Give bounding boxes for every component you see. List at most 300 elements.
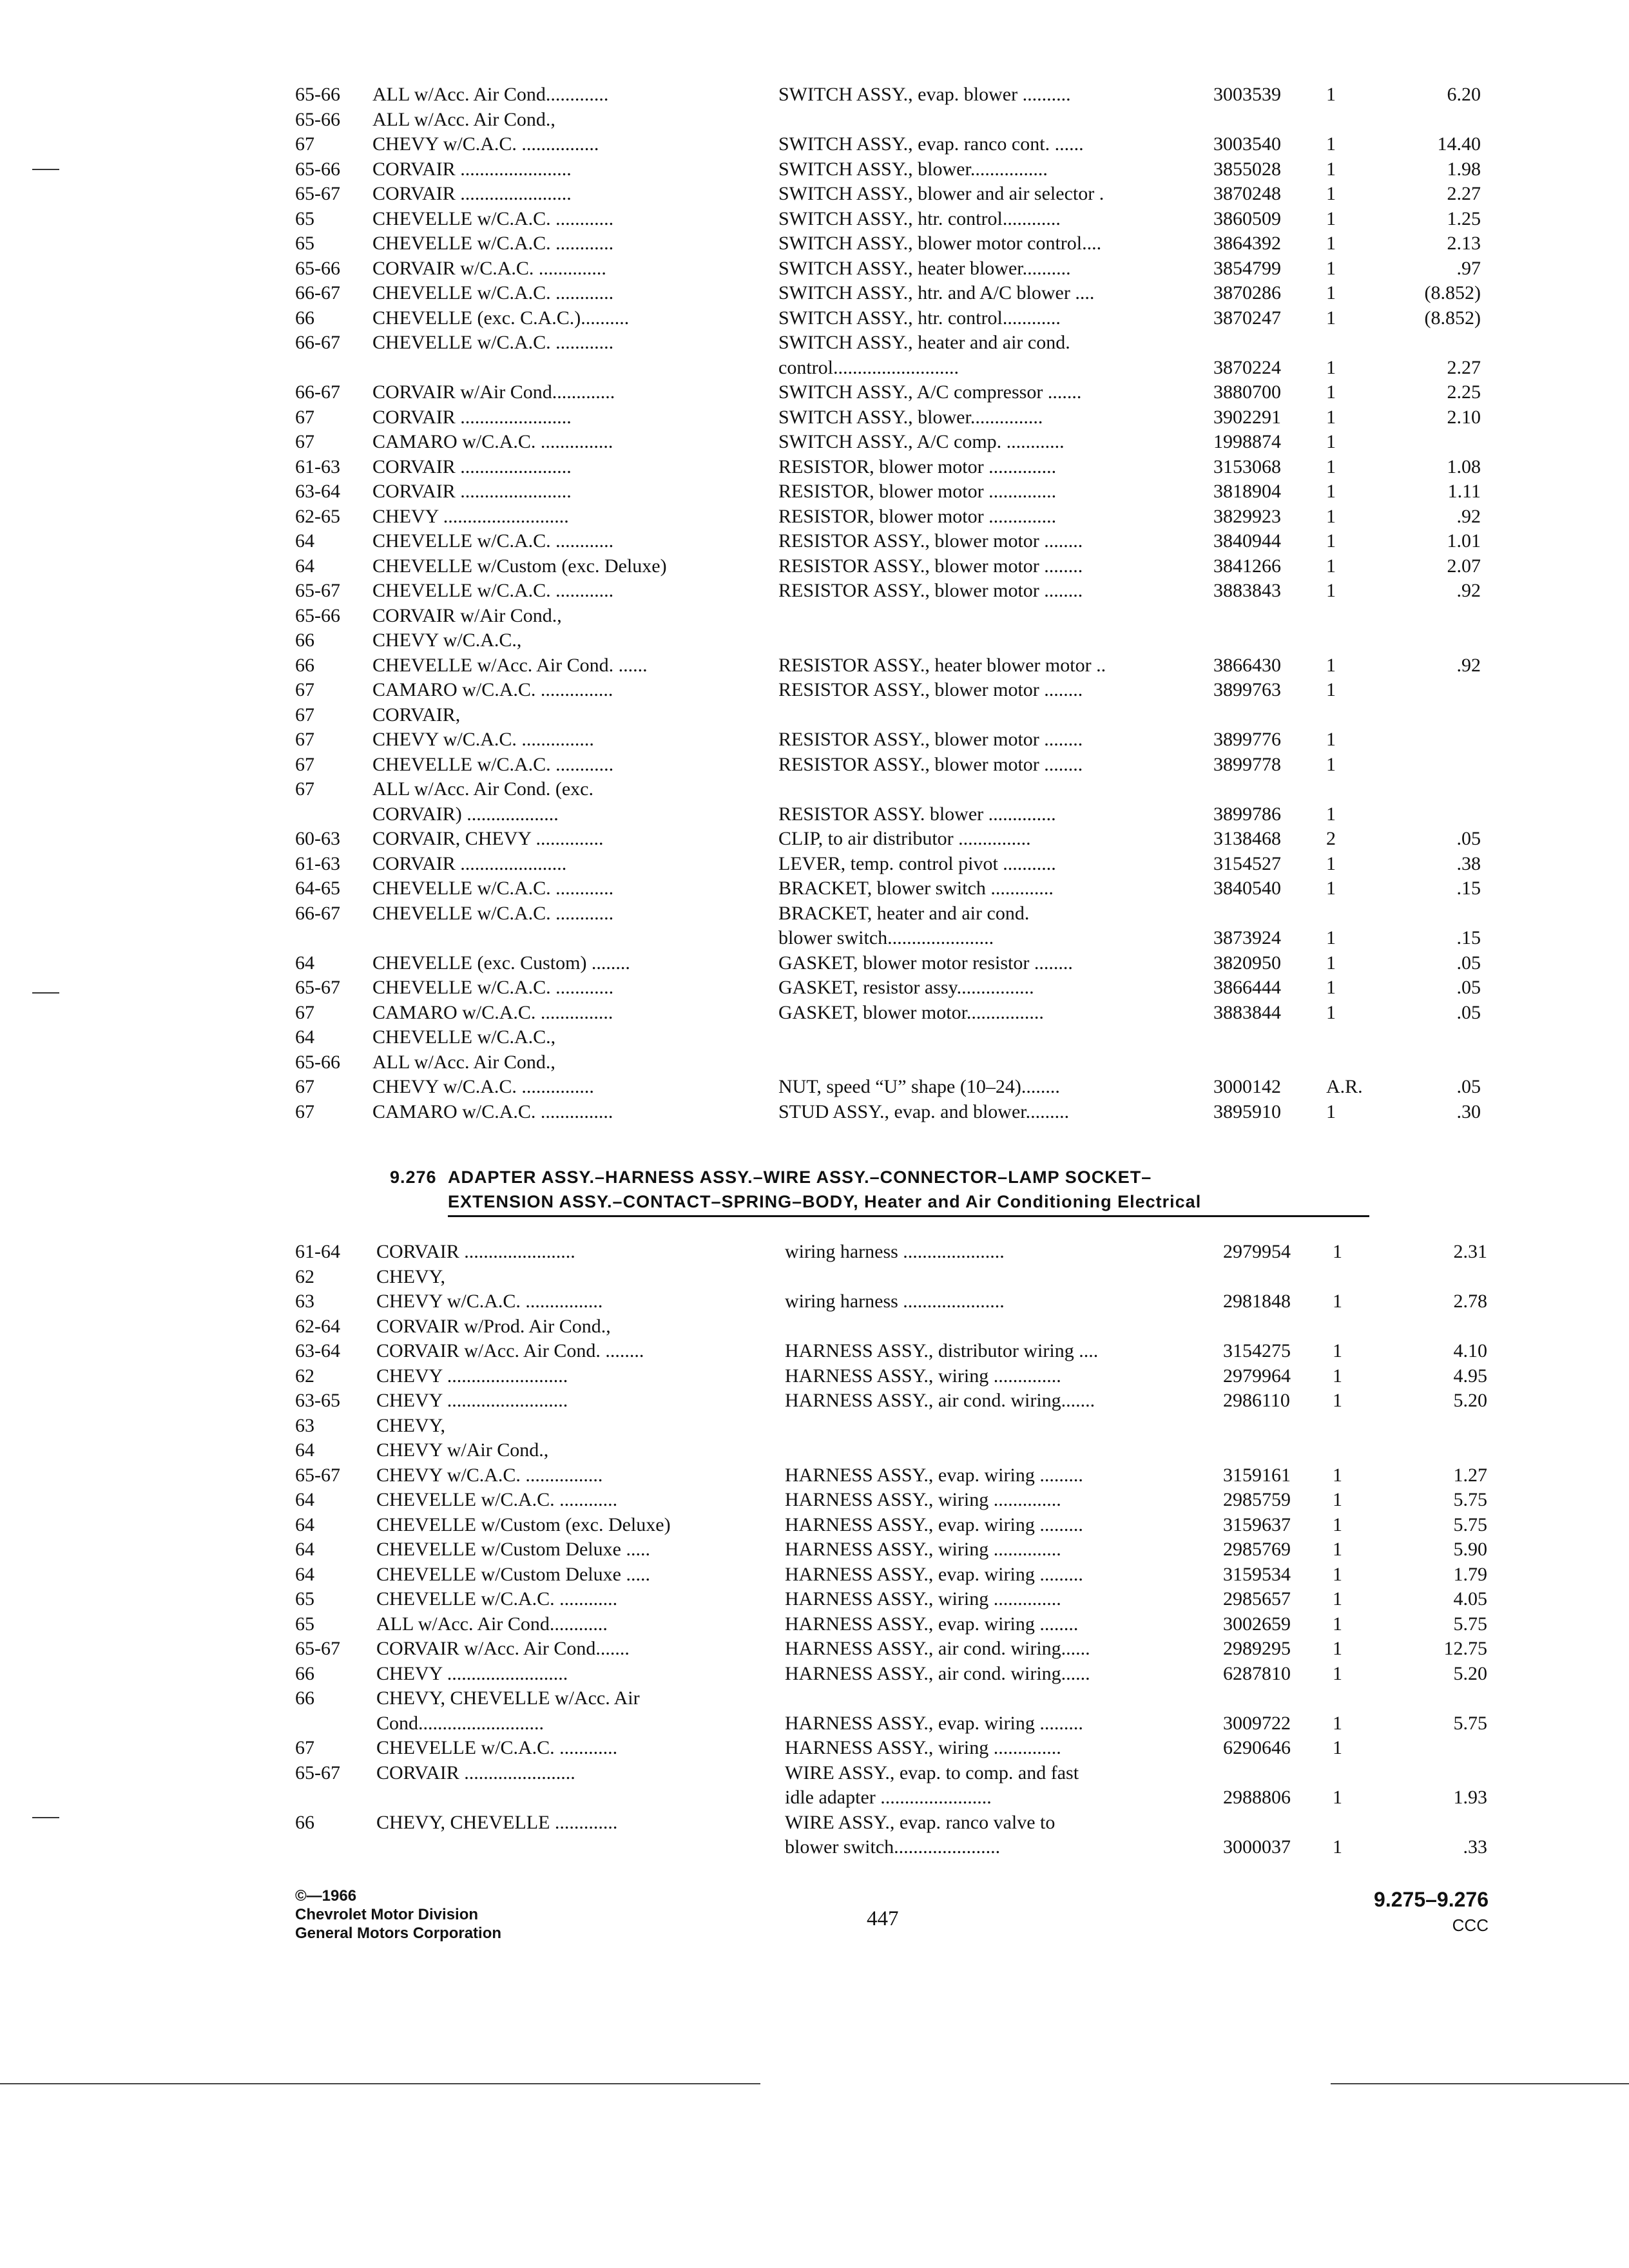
section-number: 9.276	[390, 1168, 437, 1187]
model-year: 65-67	[295, 1638, 340, 1659]
model-year: 66	[295, 629, 314, 651]
part-description: SWITCH ASSY., evap. blower ..........	[778, 84, 1071, 105]
model-description: CHEVELLE w/Custom (exc. Deluxe)	[372, 555, 667, 577]
table-row	[295, 281, 1494, 306]
table-row	[295, 331, 1494, 356]
model-year: 65-67	[295, 580, 340, 601]
table-row	[295, 1711, 1494, 1736]
part-description: wiring harness .....................	[785, 1291, 1005, 1312]
model-year: 65	[295, 207, 314, 229]
model-description: CHEVELLE w/C.A.C. ............	[372, 977, 614, 998]
part-description: STUD ASSY., evap. and blower.........	[778, 1100, 1070, 1122]
table-row	[295, 579, 1494, 604]
bottom-rule	[1331, 2083, 1629, 2084]
table-row	[295, 1736, 1494, 1761]
model-year: 65-67	[295, 183, 340, 204]
table-row	[295, 1562, 1494, 1588]
table-row	[295, 256, 1494, 282]
table-row	[295, 157, 1494, 182]
quantity: 1	[1333, 1563, 1342, 1585]
model-year: 65	[295, 1588, 314, 1610]
table-row	[295, 1686, 1494, 1711]
part-number: 2985657	[1223, 1588, 1291, 1610]
part-description: SWITCH ASSY., heater blower..........	[778, 257, 1071, 279]
model-description: CHEVELLE w/C.A.C. ............	[372, 207, 614, 229]
quantity: 1	[1333, 1712, 1342, 1734]
parts-table-upper	[295, 82, 1494, 1124]
table-row	[295, 1339, 1494, 1364]
part-description: HARNESS ASSY., distributor wiring ....	[785, 1340, 1099, 1361]
price: 4.95	[1453, 1365, 1487, 1387]
part-description: SWITCH ASSY., blower...............	[778, 406, 1043, 428]
part-description: GASKET, resistor assy................	[778, 977, 1034, 998]
part-number: 3818904	[1213, 481, 1281, 502]
part-description: GASKET, blower motor resistor ........	[778, 952, 1073, 974]
model-year: 67	[295, 1100, 314, 1122]
model-year: 64	[295, 530, 314, 552]
table-row	[295, 455, 1494, 480]
table-row	[295, 182, 1494, 207]
part-description: idle adapter .......................	[785, 1787, 992, 1808]
model-description: CHEVELLE w/C.A.C. ............	[372, 282, 614, 303]
part-description: LEVER, temp. control pivot ...........	[778, 852, 1056, 874]
table-row	[295, 628, 1494, 653]
quantity: 1	[1326, 878, 1336, 899]
part-description: RESISTOR ASSY., blower motor ........	[778, 530, 1083, 552]
quantity: 1	[1333, 1464, 1342, 1486]
model-description: CHEVY .........................	[376, 1390, 568, 1411]
model-year: 67	[295, 1001, 314, 1023]
quantity: 1	[1333, 1836, 1342, 1858]
part-number: 3003540	[1213, 133, 1281, 155]
model-year: 65-66	[295, 108, 340, 130]
part-description: HARNESS ASSY., wiring ..............	[785, 1588, 1061, 1610]
part-number: 3870247	[1213, 307, 1281, 329]
model-year: 66	[295, 654, 314, 676]
table-row	[295, 1075, 1494, 1100]
table-row	[295, 1364, 1494, 1389]
heading-underline	[448, 1215, 1369, 1217]
model-year: 65	[295, 233, 314, 254]
part-description: RESISTOR ASSY., blower motor ........	[778, 729, 1083, 750]
model-year: 67	[295, 1737, 314, 1758]
model-year: 65-66	[295, 158, 340, 180]
part-description: RESISTOR, blower motor ..............	[778, 505, 1057, 527]
model-year: 64	[295, 555, 314, 577]
model-year: 62	[295, 1365, 314, 1387]
price: 6.20	[1447, 84, 1481, 105]
price: .05	[1456, 1001, 1481, 1023]
part-description: SWITCH ASSY., htr. control............	[778, 307, 1061, 329]
table-row	[295, 380, 1494, 405]
model-year: 67	[295, 704, 314, 726]
quantity: 1	[1333, 1588, 1342, 1610]
table-row	[295, 1637, 1494, 1662]
price: 1.01	[1447, 530, 1481, 552]
table-row	[295, 1001, 1494, 1026]
model-year: 66	[295, 1811, 314, 1833]
price: 1.11	[1447, 481, 1481, 502]
part-number: 3138468	[1213, 828, 1281, 849]
part-number: 3883843	[1213, 580, 1281, 601]
quantity: 1	[1326, 530, 1336, 552]
part-number: 2986110	[1223, 1390, 1290, 1411]
table-row	[295, 1240, 1494, 1265]
model-description: CHEVY w/C.A.C. ...............	[372, 1076, 594, 1097]
quantity: 1	[1333, 1241, 1342, 1262]
model-year: 67	[295, 753, 314, 775]
model-year: 66-67	[295, 902, 340, 924]
quantity: 1	[1326, 977, 1336, 998]
price: 14.40	[1437, 133, 1481, 155]
quantity: 1	[1333, 1613, 1342, 1635]
price: (8.852)	[1424, 307, 1481, 329]
model-year: 63	[295, 1291, 314, 1312]
table-row	[295, 1662, 1494, 1687]
part-number: 3840944	[1213, 530, 1281, 552]
model-description: ALL w/Acc. Air Cond. (exc.	[372, 778, 593, 800]
copyright-year: ©—1966	[295, 1887, 357, 1905]
table-row	[295, 975, 1494, 1001]
model-description: CHEVELLE w/Acc. Air Cond. ......	[372, 654, 648, 676]
part-number: 3899778	[1213, 753, 1281, 775]
part-description: SWITCH ASSY., heater and air cond.	[778, 332, 1070, 353]
model-year: 65	[295, 1613, 314, 1635]
part-number: 3870248	[1213, 183, 1281, 204]
model-description: CHEVELLE w/C.A.C. ............	[372, 878, 614, 899]
model-description: CAMARO w/C.A.C. ...............	[372, 1100, 613, 1122]
table-row	[295, 231, 1494, 256]
price: 5.75	[1453, 1514, 1487, 1535]
part-description: RESISTOR ASSY., blower motor ........	[778, 753, 1083, 775]
model-description: CAMARO w/C.A.C. ...............	[372, 679, 613, 700]
part-description: RESISTOR, blower motor ..............	[778, 481, 1057, 502]
table-row	[295, 951, 1494, 976]
part-description: HARNESS ASSY., evap. wiring .........	[785, 1514, 1083, 1535]
part-number: 3829923	[1213, 505, 1281, 527]
table-row	[295, 1438, 1494, 1463]
part-number: 3000037	[1223, 1836, 1291, 1858]
part-number: 3153068	[1213, 456, 1281, 477]
price: 4.10	[1453, 1340, 1487, 1361]
table-row	[295, 777, 1494, 802]
table-row	[295, 901, 1494, 927]
price: 2.25	[1447, 381, 1481, 403]
model-year: 65-67	[295, 1464, 340, 1486]
quantity: 1	[1333, 1638, 1342, 1659]
table-row	[295, 604, 1494, 629]
price: 1.79	[1453, 1563, 1487, 1585]
part-description: blower switch......................	[778, 927, 994, 948]
part-description: HARNESS ASSY., wiring ..............	[785, 1489, 1061, 1510]
quantity: 1	[1326, 952, 1336, 974]
division-name: Chevrolet Motor Division	[295, 1906, 479, 1923]
model-description: CHEVY w/Air Cond.,	[376, 1439, 549, 1461]
model-year: 64	[295, 952, 314, 974]
table-row	[295, 1835, 1494, 1860]
part-number: 3854799	[1213, 257, 1281, 279]
model-year: 63-64	[295, 481, 340, 502]
margin-mark	[32, 169, 59, 170]
quantity: 1	[1326, 381, 1336, 403]
quantity: 1	[1326, 1001, 1336, 1023]
part-number: 6287810	[1223, 1662, 1291, 1684]
quantity: 1	[1333, 1737, 1342, 1758]
model-year: 65-66	[295, 604, 340, 626]
model-description: CORVAIR w/Acc. Air Cond. ........	[376, 1340, 644, 1361]
model-year: 67	[295, 406, 314, 428]
table-row	[295, 1761, 1494, 1786]
part-number: 3883844	[1213, 1001, 1281, 1023]
part-number: 3870286	[1213, 282, 1281, 303]
model-description: CHEVY, CHEVELLE w/Acc. Air	[376, 1687, 640, 1709]
parts-table-lower	[295, 1240, 1494, 1860]
part-description: SWITCH ASSY., A/C compressor .......	[778, 381, 1082, 403]
model-description: CHEVELLE w/Custom Deluxe .....	[376, 1539, 650, 1560]
price: .15	[1456, 927, 1481, 948]
model-year: 66-67	[295, 332, 340, 353]
price: 5.75	[1453, 1712, 1487, 1734]
section-title-line-2: EXTENSION ASSY.–CONTACT–SPRING–BODY, Heater and Air Conditioning Electrical	[448, 1192, 1202, 1211]
model-description: CORVAIR .......................	[372, 481, 572, 502]
part-description: SWITCH ASSY., htr. control............	[778, 207, 1061, 229]
model-year: 64	[295, 1563, 314, 1585]
model-description: CORVAIR) ...................	[372, 803, 559, 825]
price: (8.852)	[1424, 282, 1481, 303]
model-description: CAMARO w/C.A.C. ...............	[372, 431, 613, 452]
quantity: 1	[1326, 505, 1336, 527]
part-description: BRACKET, blower switch .............	[778, 878, 1054, 899]
part-description: WIRE ASSY., evap. to comp. and fast	[785, 1762, 1079, 1783]
model-description: CORVAIR .......................	[372, 183, 572, 204]
model-description: CHEVY,	[376, 1265, 445, 1287]
part-number: 2979954	[1223, 1241, 1291, 1262]
part-number: 3159637	[1223, 1514, 1291, 1535]
model-year: 63-64	[295, 1340, 340, 1361]
table-row	[295, 1785, 1494, 1811]
table-row	[295, 727, 1494, 753]
part-number: 3000142	[1213, 1076, 1281, 1097]
model-description: CAMARO w/C.A.C. ...............	[372, 1001, 613, 1023]
part-description: RESISTOR, blower motor ..............	[778, 456, 1057, 477]
part-description: SWITCH ASSY., blower motor control....	[778, 233, 1102, 254]
table-row	[295, 356, 1494, 381]
price: 12.75	[1443, 1638, 1487, 1659]
part-description: RESISTOR ASSY., blower motor ........	[778, 555, 1083, 577]
table-row	[295, 827, 1494, 852]
part-description: HARNESS ASSY., air cond. wiring......	[785, 1662, 1090, 1684]
price: 5.20	[1453, 1390, 1487, 1411]
part-number: 3895910	[1213, 1100, 1281, 1122]
table-row	[295, 132, 1494, 157]
table-row	[295, 1289, 1494, 1314]
model-description: CHEVELLE w/C.A.C. ............	[376, 1588, 618, 1610]
model-description: CHEVELLE w/Custom (exc. Deluxe)	[376, 1514, 671, 1535]
quantity: 1	[1326, 133, 1336, 155]
section-reference: 9.275–9.276	[1374, 1888, 1489, 1911]
part-description: RESISTOR ASSY., blower motor ........	[778, 580, 1083, 601]
quantity: 1	[1326, 158, 1336, 180]
part-number: 3866430	[1213, 654, 1281, 676]
part-description: SWITCH ASSY., evap. ranco cont. ......	[778, 133, 1084, 155]
part-description: SWITCH ASSY., blower and air selector .	[778, 183, 1104, 204]
quantity: 1	[1333, 1539, 1342, 1560]
price: 4.05	[1453, 1588, 1487, 1610]
part-number: 3864392	[1213, 233, 1281, 254]
table-row	[295, 306, 1494, 331]
quantity: 1	[1326, 456, 1336, 477]
table-row	[295, 505, 1494, 530]
quantity: 1	[1333, 1340, 1342, 1361]
table-row	[295, 876, 1494, 901]
part-number: 2985769	[1223, 1539, 1291, 1560]
table-row	[295, 1265, 1494, 1290]
model-description: ALL w/Acc. Air Cond............	[376, 1613, 608, 1635]
model-description: CHEVELLE w/C.A.C. ............	[372, 332, 614, 353]
model-year: 62	[295, 1265, 314, 1287]
part-number: 2981848	[1223, 1291, 1291, 1312]
model-year: 63-65	[295, 1390, 340, 1411]
table-row	[295, 108, 1494, 133]
model-year: 64	[295, 1539, 314, 1560]
quantity: 1	[1326, 207, 1336, 229]
model-description: CHEVELLE w/Custom Deluxe .....	[376, 1563, 650, 1585]
price: .05	[1456, 977, 1481, 998]
quantity: 1	[1326, 852, 1336, 874]
quantity: 1	[1333, 1514, 1342, 1535]
table-row	[295, 653, 1494, 678]
table-row	[295, 479, 1494, 505]
table-row	[295, 405, 1494, 430]
model-year: 61-63	[295, 456, 340, 477]
copyright-block	[295, 1887, 501, 1943]
part-number: 3899776	[1213, 729, 1281, 750]
table-row	[295, 1463, 1494, 1488]
part-number: 3154527	[1213, 852, 1281, 874]
model-year: 64	[295, 1439, 314, 1461]
quantity: 1	[1326, 233, 1336, 254]
model-description: CHEVY w/C.A.C. ................	[376, 1291, 603, 1312]
model-description: CORVAIR .......................	[372, 158, 572, 180]
model-year: 60-63	[295, 828, 340, 849]
part-description: NUT, speed “U” shape (10–24)........	[778, 1076, 1060, 1097]
price: .92	[1456, 505, 1481, 527]
quantity: 1	[1326, 580, 1336, 601]
quantity: A.R.	[1326, 1076, 1363, 1097]
model-year: 64	[295, 1514, 314, 1535]
model-description: CORVAIR ......................	[372, 852, 567, 874]
part-number: 2979964	[1223, 1365, 1291, 1387]
table-row	[295, 207, 1494, 232]
part-description: HARNESS ASSY., evap. wiring ........	[785, 1613, 1079, 1635]
part-description: CLIP, to air distributor ...............	[778, 828, 1031, 849]
table-row	[295, 1414, 1494, 1439]
model-description: CHEVY w/C.A.C.,	[372, 629, 522, 651]
part-number: 3860509	[1213, 207, 1281, 229]
part-description: HARNESS ASSY., evap. wiring .........	[785, 1464, 1083, 1486]
quantity: 1	[1326, 729, 1336, 750]
model-year: 65-66	[295, 84, 340, 105]
table-row	[295, 1025, 1494, 1050]
model-description: Cond..........................	[376, 1712, 545, 1734]
table-row	[295, 82, 1494, 108]
quantity: 1	[1326, 84, 1336, 105]
quantity: 1	[1326, 753, 1336, 775]
model-year: 64-65	[295, 878, 340, 899]
model-description: CORVAIR,	[372, 704, 461, 726]
table-row	[295, 753, 1494, 778]
table-row	[295, 529, 1494, 554]
quantity: 1	[1333, 1291, 1342, 1312]
model-year: 64	[295, 1026, 314, 1048]
price: 2.78	[1453, 1291, 1487, 1312]
table-row	[295, 1587, 1494, 1612]
quantity: 2	[1326, 828, 1336, 849]
model-year: 66	[295, 1662, 314, 1684]
model-year: 65-66	[295, 1051, 340, 1073]
model-year: 62-65	[295, 505, 340, 527]
table-row	[295, 430, 1494, 455]
model-year: 65-67	[295, 1762, 340, 1783]
model-description: ALL w/Acc. Air Cond.............	[372, 84, 609, 105]
part-number: 3159161	[1223, 1464, 1291, 1486]
part-description: HARNESS ASSY., air cond. wiring.......	[785, 1390, 1095, 1411]
quantity: 1	[1326, 356, 1336, 378]
model-description: CHEVELLE w/C.A.C. ............	[372, 233, 614, 254]
part-number: 2989295	[1223, 1638, 1291, 1659]
quantity: 1	[1333, 1787, 1342, 1808]
model-year: 66-67	[295, 381, 340, 403]
price: .15	[1456, 878, 1481, 899]
model-year: 66-67	[295, 282, 340, 303]
part-description: HARNESS ASSY., evap. wiring .........	[785, 1563, 1083, 1585]
model-year: 67	[295, 778, 314, 800]
model-description: CHEVELLE w/C.A.C. ............	[372, 580, 614, 601]
table-row	[295, 1488, 1494, 1513]
catalog-code: CCC	[1452, 1916, 1489, 1935]
price: 1.93	[1453, 1787, 1487, 1808]
part-description: SWITCH ASSY., htr. and A/C blower ....	[778, 282, 1095, 303]
model-description: CHEVY w/C.A.C. ................	[376, 1464, 603, 1486]
quantity: 1	[1333, 1365, 1342, 1387]
table-row	[295, 1513, 1494, 1538]
part-number: 3899763	[1213, 679, 1281, 700]
price: 2.31	[1453, 1241, 1487, 1262]
part-number: 3855028	[1213, 158, 1281, 180]
table-row	[295, 1389, 1494, 1414]
part-description: HARNESS ASSY., wiring ..............	[785, 1737, 1061, 1758]
price: .05	[1456, 828, 1481, 849]
price: .92	[1456, 654, 1481, 676]
page-number: 447	[867, 1907, 899, 1930]
quantity: 1	[1326, 481, 1336, 502]
model-year: 64	[295, 1489, 314, 1510]
section-heading	[390, 1165, 1369, 1214]
part-number: 3899786	[1213, 803, 1281, 825]
model-description: CHEVELLE w/C.A.C.,	[372, 1026, 556, 1048]
price: 2.13	[1447, 233, 1481, 254]
model-description: CHEVY .........................	[376, 1365, 568, 1387]
part-number: 3009722	[1223, 1712, 1291, 1734]
price: 2.27	[1447, 356, 1481, 378]
table-row	[295, 678, 1494, 703]
price: 2.10	[1447, 406, 1481, 428]
price: 1.27	[1453, 1464, 1487, 1486]
part-number: 3873924	[1213, 927, 1281, 948]
quantity: 1	[1326, 183, 1336, 204]
model-description: CHEVY,	[376, 1414, 445, 1436]
model-year: 67	[295, 133, 314, 155]
